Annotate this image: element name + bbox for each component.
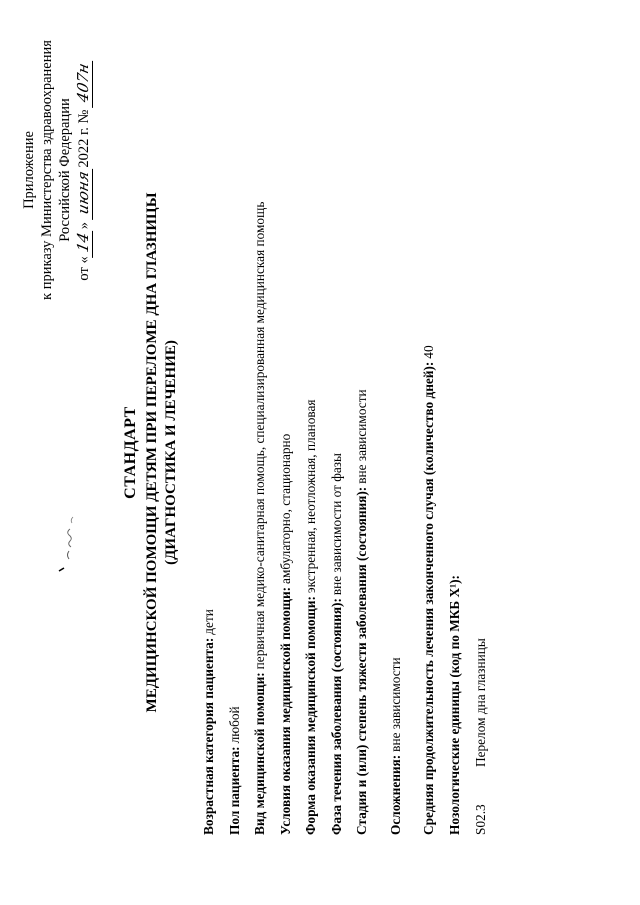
field-label: Нозологические единицы (код по МКБ X¹) :: [447, 575, 462, 835]
title-subtitle: (ДИАГНОСТИКА И ЛЕЧЕНИЕ): [163, 340, 179, 565]
field-care-type: [247, 15, 273, 835]
field-value: 40: [421, 345, 436, 359]
field-disease-phase: [324, 15, 350, 835]
field-label: Возрастная категория пациента :: [201, 638, 216, 835]
order-country-line: Российской Федерации: [57, 98, 73, 242]
field-label: Форма оказания медицинской помощи :: [303, 596, 318, 835]
field-value: амбулаторно, стационарно: [277, 433, 293, 584]
document-title: [120, 0, 181, 905]
field-age-category: [196, 15, 222, 835]
field-label: Условия оказания медицинской помощи :: [278, 587, 293, 835]
handwritten-day: 14: [74, 227, 93, 258]
field-complications: [383, 15, 409, 835]
field-value: вне зависимости: [387, 657, 403, 752]
field-disease-stage: [349, 15, 375, 835]
field-value: первичная медико-санитарная помощь, специализированная медицинская помощь: [252, 201, 267, 670]
title-main: МЕДИЦИНСКОЙ ПОМОЩИ ДЕТЯМ ПРИ ПЕРЕЛОМЕ ДНА ГЛАЗНИЦЫ: [144, 192, 160, 713]
date-quote-close: »: [76, 221, 92, 230]
appendix-label: Приложение: [21, 131, 37, 209]
pen-mark-scribble: [55, 505, 79, 575]
order-ministry-line: к приказу Министерства здравоохранения: [39, 40, 55, 300]
field-sex: [222, 15, 248, 835]
field-care-form: [298, 15, 324, 835]
field-nosological-units: [442, 15, 468, 835]
field-label: Фаза течения заболевания (состояния) :: [329, 598, 344, 835]
field-value: вне зависимости от фазы: [328, 453, 344, 596]
order-date-line: [74, 20, 93, 320]
field-value: дети: [201, 609, 216, 635]
icd-code: S02.3: [473, 804, 488, 835]
field-care-conditions: [273, 15, 299, 835]
field-treatment-duration: [416, 15, 442, 835]
field-label: Стадия и (или) степень тяжести заболевания (состояния) :: [354, 487, 369, 835]
handwritten-month: июня: [74, 166, 93, 221]
field-label: Осложнения :: [388, 755, 403, 835]
field-label: Средняя продолжительность лечения законченного случая (количество дней) :: [421, 362, 436, 835]
nosology-row: [469, 15, 493, 835]
field-value: экстренная, неотложная, плановая: [303, 399, 318, 594]
field-label: Вид медицинской помощи :: [252, 672, 267, 835]
icd-diagnosis: Перелом дна глазницы: [473, 638, 488, 767]
title-standard: СТАНДАРТ: [122, 406, 139, 499]
field-label: Пол пациента :: [227, 746, 242, 835]
approval-block: [20, 20, 93, 320]
standard-fields: [196, 15, 493, 835]
date-prefix: от «: [76, 256, 92, 281]
field-value: любой: [226, 706, 242, 744]
date-year: 2022 г. №: [76, 109, 92, 168]
field-value: вне зависимости: [354, 389, 369, 484]
handwritten-order-number: 407н: [74, 57, 93, 108]
